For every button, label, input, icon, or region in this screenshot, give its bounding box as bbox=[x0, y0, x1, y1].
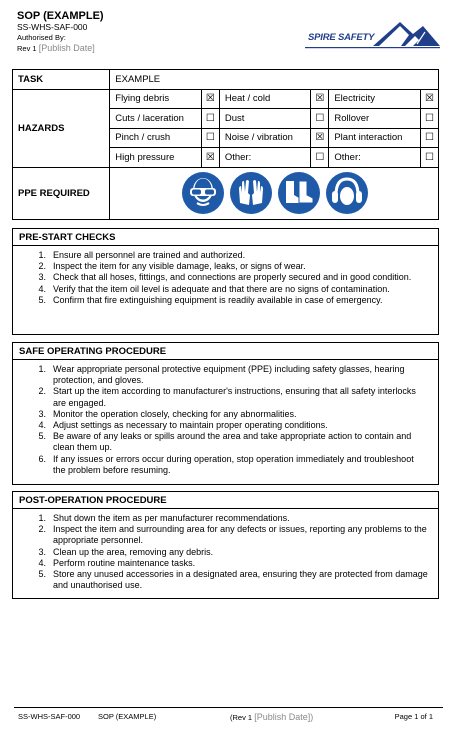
hazard-row bbox=[13, 89, 439, 109]
hazard-checkbox[interactable]: ☐ bbox=[311, 148, 329, 168]
list-item: 3. Monitor the operation closely, checking for any abnormalities. bbox=[38, 408, 297, 419]
footer-divider bbox=[14, 707, 443, 708]
page-number: Page 1 of 1 bbox=[394, 712, 433, 721]
section-heading: PRE-START CHECKS bbox=[13, 229, 438, 246]
section-heading: POST-OPERATION PROCEDURE bbox=[13, 492, 438, 509]
hazard-checkbox[interactable]: ☐ bbox=[421, 109, 439, 129]
hazard-name: Electricity bbox=[329, 89, 421, 109]
list-item: 5. Store any unused accessories in a designated area, ensuring they are protected from damage and unauthorised use. bbox=[38, 569, 428, 591]
list-item: 4. Adjust settings as necessary to maintain proper operating conditions. bbox=[38, 420, 328, 431]
hazards-label: HAZARDS bbox=[13, 89, 110, 167]
hazard-checkbox[interactable]: ☐ bbox=[201, 128, 219, 148]
hazard-name: Rollover bbox=[329, 109, 421, 129]
safe-operating-procedure-section bbox=[12, 342, 439, 485]
list-item: 1. Shut down the item as per manufacturer recommendations. bbox=[38, 513, 290, 523]
revision-line bbox=[17, 43, 95, 53]
post-operation-procedure-section bbox=[12, 491, 439, 599]
ppe-icons-cell bbox=[110, 167, 439, 219]
list-item: 2. Inspect the item and surrounding area for any defects or issues, reporting any problems to the appropriate personnel. bbox=[38, 524, 427, 546]
gloves-icon bbox=[229, 171, 273, 215]
hazard-name: Heat / cold bbox=[219, 89, 311, 109]
task-value: EXAMPLE bbox=[110, 70, 439, 90]
list-item: 2. Start up the item according to manufacturer's instructions, ensuring that all safety interlocks are engaged. bbox=[38, 386, 416, 408]
task-hazard-table bbox=[12, 69, 439, 220]
list-item: 5. Be aware of any leaks or spills around the area and take appropriate action to contain and clean them up. bbox=[38, 431, 412, 453]
logo-text: SPIRE SAFETY bbox=[308, 32, 375, 43]
sop-list bbox=[13, 360, 438, 479]
hazard-checkbox[interactable]: ☐ bbox=[311, 109, 329, 129]
safety-boots-icon bbox=[277, 171, 321, 215]
pre-start-list bbox=[13, 246, 438, 309]
hazard-checkbox[interactable]: ☒ bbox=[201, 148, 219, 168]
hazard-name: Pinch / crush bbox=[110, 128, 202, 148]
list-item: 1. Wear appropriate personal protective equipment (PPE) including safety glasses, hearing protection, and gloves. bbox=[38, 364, 405, 386]
section-heading: SAFE OPERATING PROCEDURE bbox=[13, 343, 438, 360]
task-label: TASK bbox=[13, 70, 110, 90]
footer-title: SOP (EXAMPLE) bbox=[98, 712, 157, 721]
hazard-name: Other: bbox=[219, 148, 311, 168]
footer-publish-date: [Publish Date]) bbox=[254, 712, 314, 722]
hazard-name: Other: bbox=[329, 148, 421, 168]
document-footer bbox=[0, 700, 457, 733]
ppe-label: PPE REQUIRED bbox=[13, 167, 110, 219]
hazard-checkbox[interactable]: ☒ bbox=[311, 89, 329, 109]
hazard-name: Flying debris bbox=[110, 89, 202, 109]
footer-revision-label: (Rev 1 bbox=[230, 713, 253, 722]
hazard-checkbox[interactable]: ☒ bbox=[311, 128, 329, 148]
hazard-name: Plant interaction bbox=[329, 128, 421, 148]
hazard-name: Cuts / laceration bbox=[110, 109, 202, 129]
list-item: 4. Perform routine maintenance tasks. bbox=[38, 557, 196, 568]
hearing-protection-icon bbox=[325, 171, 369, 215]
hazard-name: Dust bbox=[219, 109, 311, 129]
list-item: 3. Clean up the area, removing any debris. bbox=[38, 546, 214, 557]
list-item: 1. Ensure all personnel are trained and authorized. bbox=[38, 250, 246, 260]
list-item: 5. Confirm that fire extinguishing equipment is readily available in case of emergency. bbox=[38, 294, 383, 305]
hazard-checkbox[interactable]: ☒ bbox=[421, 89, 439, 109]
list-item: 6. If any issues or errors occur during operation, stop operation immediately and troubleshoot the problem before resuming. bbox=[38, 453, 414, 475]
document-header bbox=[0, 0, 457, 60]
hazard-checkbox[interactable]: ☐ bbox=[421, 148, 439, 168]
list-item: 2. Inspect the item for any visible damage, leaks, or signs of wear. bbox=[38, 261, 306, 272]
ppe-row bbox=[13, 167, 439, 219]
hazard-checkbox[interactable]: ☒ bbox=[201, 89, 219, 109]
hazard-checkbox[interactable]: ☐ bbox=[201, 109, 219, 129]
safety-glasses-icon bbox=[181, 171, 225, 215]
publish-date-placeholder: [Publish Date] bbox=[38, 43, 95, 53]
list-item: 4. Verify that the item oil level is adequate and that there are no signs of contamination. bbox=[38, 283, 390, 294]
authorised-by-label: Authorised By: bbox=[17, 33, 66, 42]
revision-label: Rev 1 bbox=[17, 44, 37, 53]
post-op-list bbox=[13, 509, 438, 594]
hazard-checkbox[interactable]: ☐ bbox=[421, 128, 439, 148]
list-item: 3. Check that all hoses, fittings, and connections are properly secured and in good condition. bbox=[38, 272, 412, 283]
document-number: SS-WHS-SAF-000 bbox=[17, 22, 88, 32]
document-title: SOP (EXAMPLE) bbox=[17, 10, 104, 22]
hazard-name: Noise / vibration bbox=[219, 128, 311, 148]
footer-revision bbox=[230, 712, 313, 722]
footer-doc-number: SS-WHS-SAF-000 bbox=[18, 712, 81, 721]
pre-start-checks-section bbox=[12, 228, 439, 335]
hazard-name: High pressure bbox=[110, 148, 202, 168]
task-row bbox=[13, 70, 439, 90]
